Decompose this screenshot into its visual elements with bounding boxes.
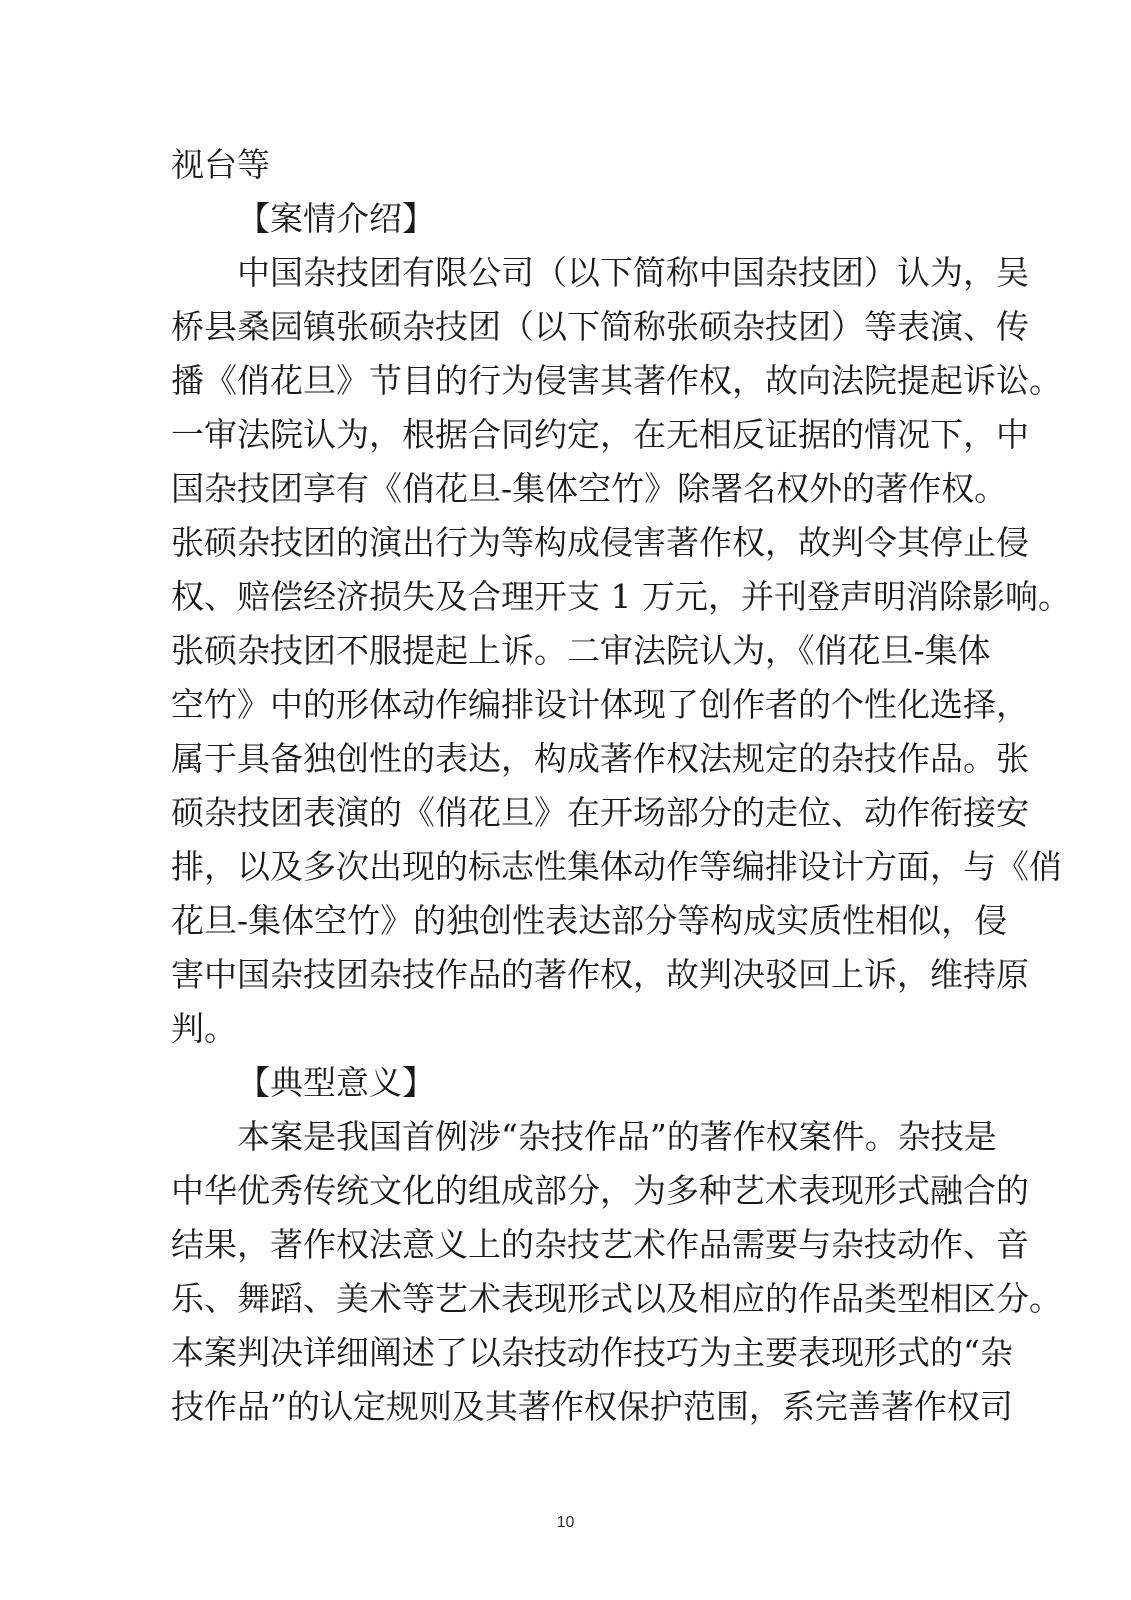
text-line: 国杂技团享有《俏花旦-集体空竹》除署名权外的著作权。 — [171, 469, 1008, 508]
page-number: 10 — [556, 1514, 575, 1531]
text-line: 乐、舞蹈、美术等艺术表现形式以及相应的作品类型相区分。 — [171, 1279, 1062, 1318]
text-line: 本案判决详细阐述了以杂技动作技巧为主要表现形式的“杂 — [171, 1333, 1013, 1372]
text-line: 硕杂技团表演的《俏花旦》在开场部分的走位、动作衔接安 — [171, 793, 1029, 832]
text-line: 张硕杂技团的演出行为等构成侵害著作权，故判令其停止侵 — [171, 523, 1029, 562]
text-line: 张硕杂技团不服提起上诉。二审法院认为，《俏花旦-集体 — [171, 631, 991, 670]
text-line: 空竹》中的形体动作编排设计体现了创作者的个性化选择， — [171, 685, 1029, 724]
text-line: 【案情介绍】 — [237, 199, 435, 238]
body-text — [171, 138, 1071, 1434]
text-line: 中华优秀传统文化的组成部分，为多种艺术表现形式融合的 — [171, 1171, 1029, 1210]
text-line: 【典型意义】 — [237, 1063, 435, 1102]
text-line: 判。 — [171, 1009, 237, 1048]
text-line: 本案是我国首例涉“杂技作品”的著作权案件。杂技是 — [237, 1117, 997, 1156]
text-line: 排，以及多次出现的标志性集体动作等编排设计方面，与《俏 — [171, 847, 1062, 886]
text-line: 技作品”的认定规则及其著作权保护范围，系完善著作权司 — [171, 1387, 1013, 1426]
text-line: 一审法院认为，根据合同约定，在无相反证据的情况下，中 — [171, 415, 1029, 454]
text-line: 视台等 — [171, 145, 270, 184]
text-line: 桥县桑园镇张硕杂技团（以下简称张硕杂技团）等表演、传 — [171, 307, 1029, 346]
text-line: 权、赔偿经济损失及合理开支 1 万元，并刊登声明消除影响。 — [171, 577, 1071, 616]
text-line: 播《俏花旦》节目的行为侵害其著作权，故向法院提起诉讼。 — [171, 361, 1062, 400]
text-line: 害中国杂技团杂技作品的著作权，故判决驳回上诉，维持原 — [171, 955, 1029, 994]
text-line: 属于具备独创性的表达，构成著作权法规定的杂技作品。张 — [171, 739, 1029, 778]
text-line: 结果，著作权法意义上的杂技艺术作品需要与杂技动作、音 — [171, 1225, 1029, 1264]
text-line: 花旦-集体空竹》的独创性表达部分等构成实质性相似，侵 — [171, 901, 1008, 940]
text-line: 中国杂技团有限公司（以下简称中国杂技团）认为，吴 — [237, 253, 1029, 292]
